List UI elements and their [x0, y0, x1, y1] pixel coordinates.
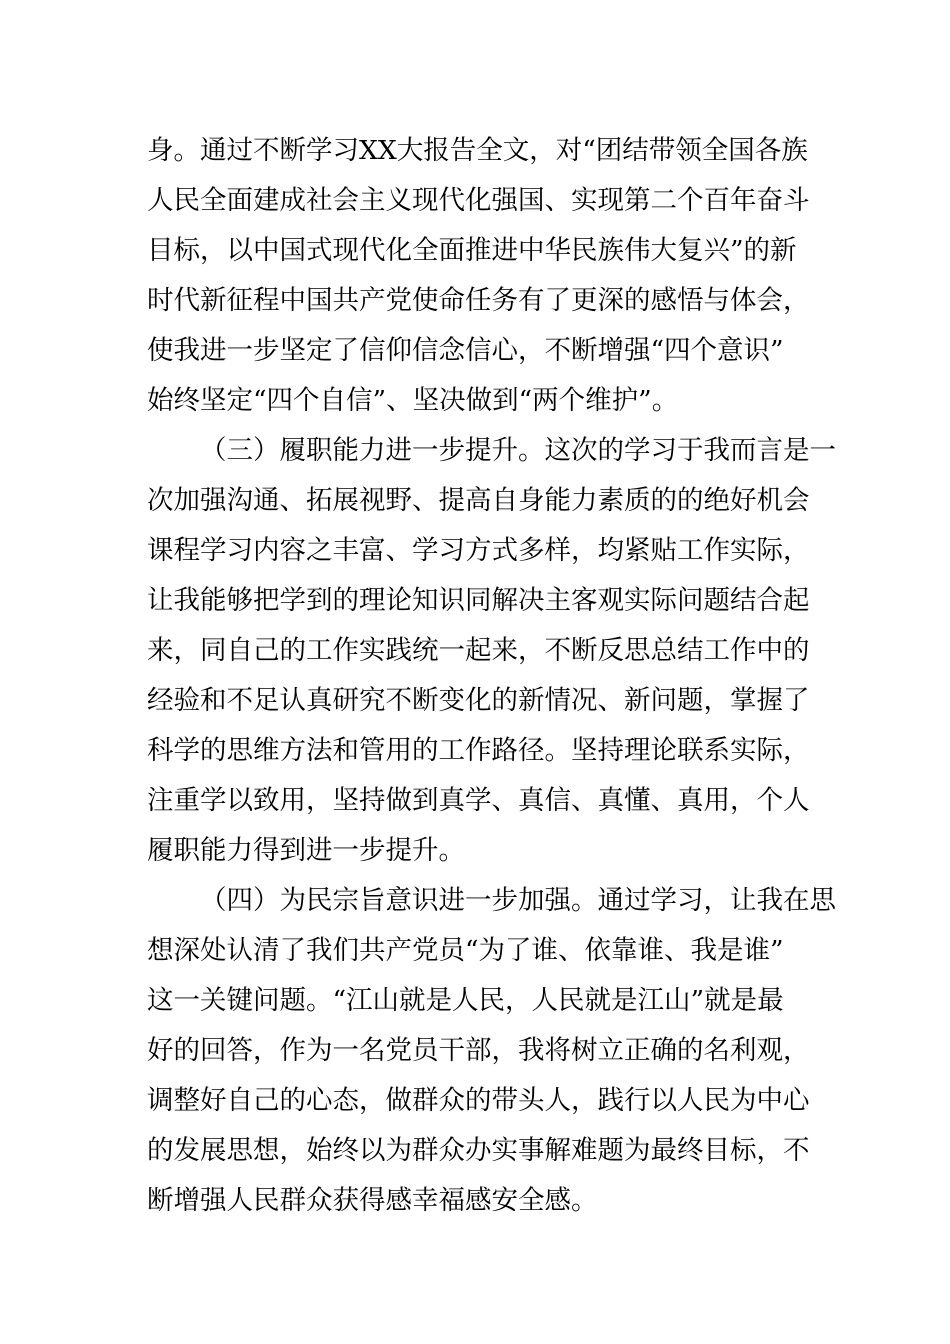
text-line: 经验和不足认真研究不断变化的新情况、新问题，掌握了	[147, 685, 810, 716]
text-line: 次加强沟通、拓展视野、提高自身能力素质的的绝好机会	[147, 485, 810, 516]
section-3-heading-line: （三）履职能力进一步提升。这次的学习于我而言是一	[200, 435, 836, 466]
text-line: 使我进一步坚定了信仰信念信心，不断增强“四个意识”	[147, 335, 784, 366]
text-line: 想深处认清了我们共产党员“为了谁、依靠谁、我是谁”	[147, 935, 784, 966]
document-body	[147, 126, 836, 1226]
text-line: 课程学习内容之丰富、学习方式多样，均紧贴工作实际，	[147, 535, 810, 566]
text-line: 注重学以致用，坚持做到真学、真信、真懂、真用，个人	[147, 785, 810, 816]
text-line: 身。通过不断学习XX大报告全文，对“团结带领全国各族	[147, 135, 808, 166]
section-4-heading-line: （四）为民宗旨意识进一步加强。通过学习，让我在思	[200, 885, 836, 916]
text-line: 调整好自己的心态，做群众的带头人，践行以人民为中心	[147, 1085, 810, 1116]
text-line: 好的回答，作为一名党员干部，我将树立正确的名利观，	[147, 1035, 810, 1066]
paragraph-continuation	[147, 126, 812, 426]
text-line: 科学的思维方法和管用的工作路径。坚持理论联系实际，	[147, 735, 810, 766]
paragraph-section-3	[147, 426, 836, 876]
text-line: 时代新征程中国共产党使命任务有了更深的感悟与体会，	[147, 285, 810, 316]
text-line: 目标，以中国式现代化全面推进中华民族伟大复兴”的新	[147, 235, 797, 266]
text-line: 始终坚定“四个自信”、坚决做到“两个维护”。	[147, 385, 679, 416]
text-line: 断增强人民群众获得感幸福感安全感。	[147, 1185, 598, 1216]
text-line: 人民全面建成社会主义现代化强国、实现第二个百年奋斗	[147, 185, 810, 216]
text-line: 来，同自己的工作实践统一起来，不断反思总结工作中的	[147, 635, 810, 666]
text-line: 履职能力得到进一步提升。	[147, 835, 465, 866]
text-line: 这一关键问题。“江山就是人民，人民就是江山”就是最	[147, 985, 784, 1016]
text-line: 让我能够把学到的理论知识同解决主客观实际问题结合起	[147, 585, 810, 616]
paragraph-section-4	[147, 876, 836, 1226]
text-line: 的发展思想，始终以为群众办实事解难题为最终目标，不	[147, 1135, 810, 1166]
